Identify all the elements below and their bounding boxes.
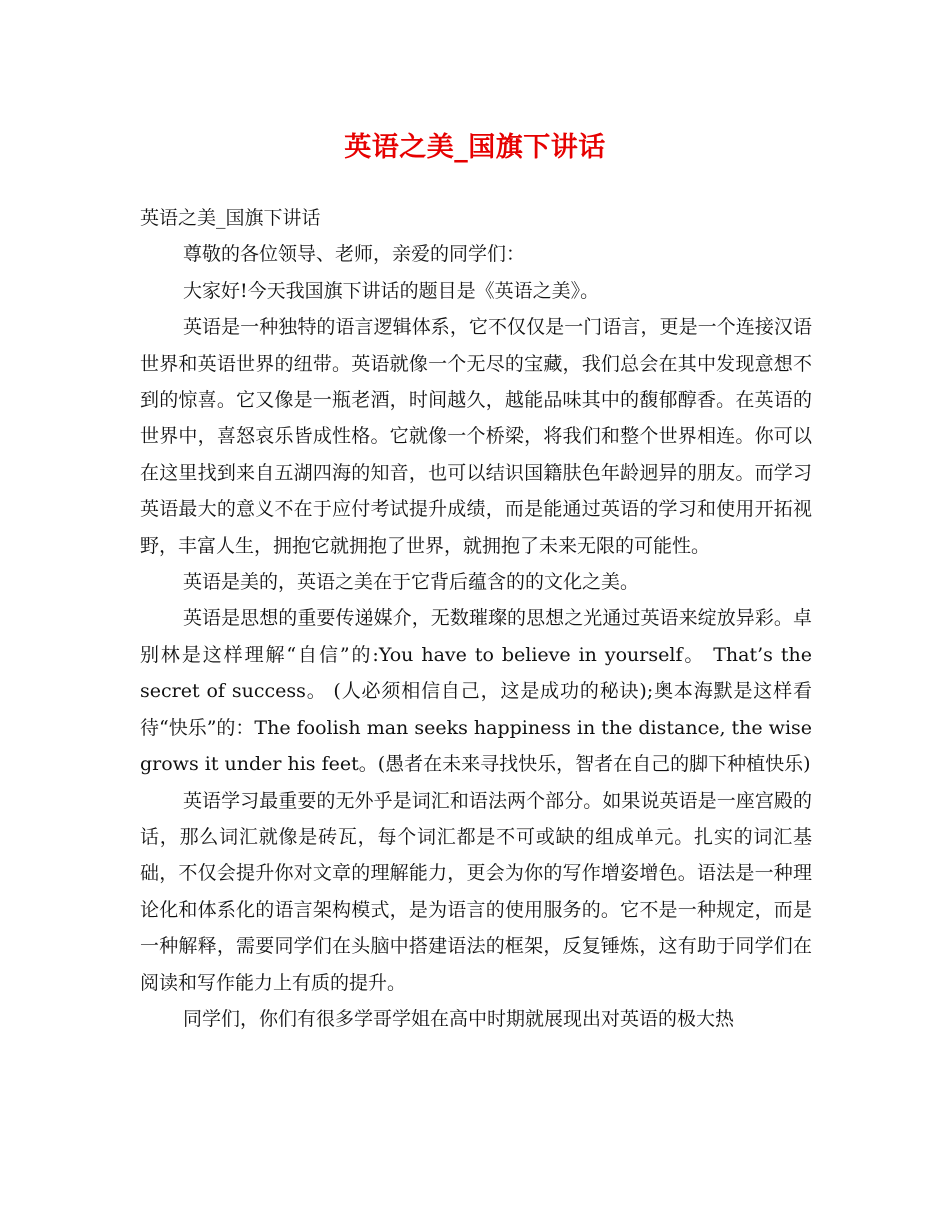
paragraph-intro: 英语是一种独特的语言逻辑体系，它不仅仅是一门语言，更是一个连接汉语世界和英语世界的纽带。英语就像一个无尽的宝藏，我们总会在其中发现意想不到的惊喜。它又像是一瓶老酒，时间越久，越能品味其中的馥郁醇香。在英语的世界中，喜怒哀乐皆成性格。它就像一个桥梁，将我们和整个世界相连。你可以在这里找到来自五湖四海的知音，也可以结识国籍肤色年龄迥异的朋友。而学习英语最大的意义不在于应付考试提升成绩，而是能通过英语的学习和使用开拓视野，丰富人生，拥抱它就拥抱了世界，就拥抱了未来无限的可能性。 xyxy=(140,316,812,557)
document-body xyxy=(140,200,812,1037)
paragraph-quotes: 英语是思想的重要传递媒介，无数璀璨的思想之光通过英语来绽放异彩。卓别林是这样理解“自信”的:You have to believe in yourself。 That’s the secret of success。 (人必须相信自己，这是成功的秘诀);奥本海默是这样看待“快乐”的：The foolish man seeks happiness in the distance, the wise grows it under his feet。(愚者在未来寻找快乐，智者在自己的脚下种植快乐) xyxy=(140,607,813,776)
paragraph-students: 同学们，你们有很多学哥学姐在高中时期就展现出对英语的极大热 xyxy=(183,1007,735,1030)
paragraph-culture: 英语是美的，英语之美在于它背后蕴含的的文化之美。 xyxy=(183,571,640,594)
body-heading: 英语之美_国旗下讲话 xyxy=(140,207,321,229)
document-title: 英语之美_国旗下讲话 xyxy=(344,132,606,163)
greeting: 大家好!今天我国旗下讲话的题目是《英语之美》。 xyxy=(183,279,600,302)
paragraph-vocab-grammar: 英语学习最重要的无外乎是词汇和语法两个部分。如果说英语是一座宫殿的话，那么词汇就像是砖瓦，每个词汇都是不可或缺的组成单元。扎实的词汇基础，不仅会提升你对文章的理解能力，更会为你的写作增姿增色。语法是一种理论化和体系化的语言架构模式，是为语言的使用服务的。它不是一种规定，而是一种解释，需要同学们在头脑中搭建语法的框架，反复锤炼，这有助于同学们在阅读和写作能力上有质的提升。 xyxy=(140,789,812,994)
salutation: 尊敬的各位领导、老师，亲爱的同学们： xyxy=(183,243,526,266)
